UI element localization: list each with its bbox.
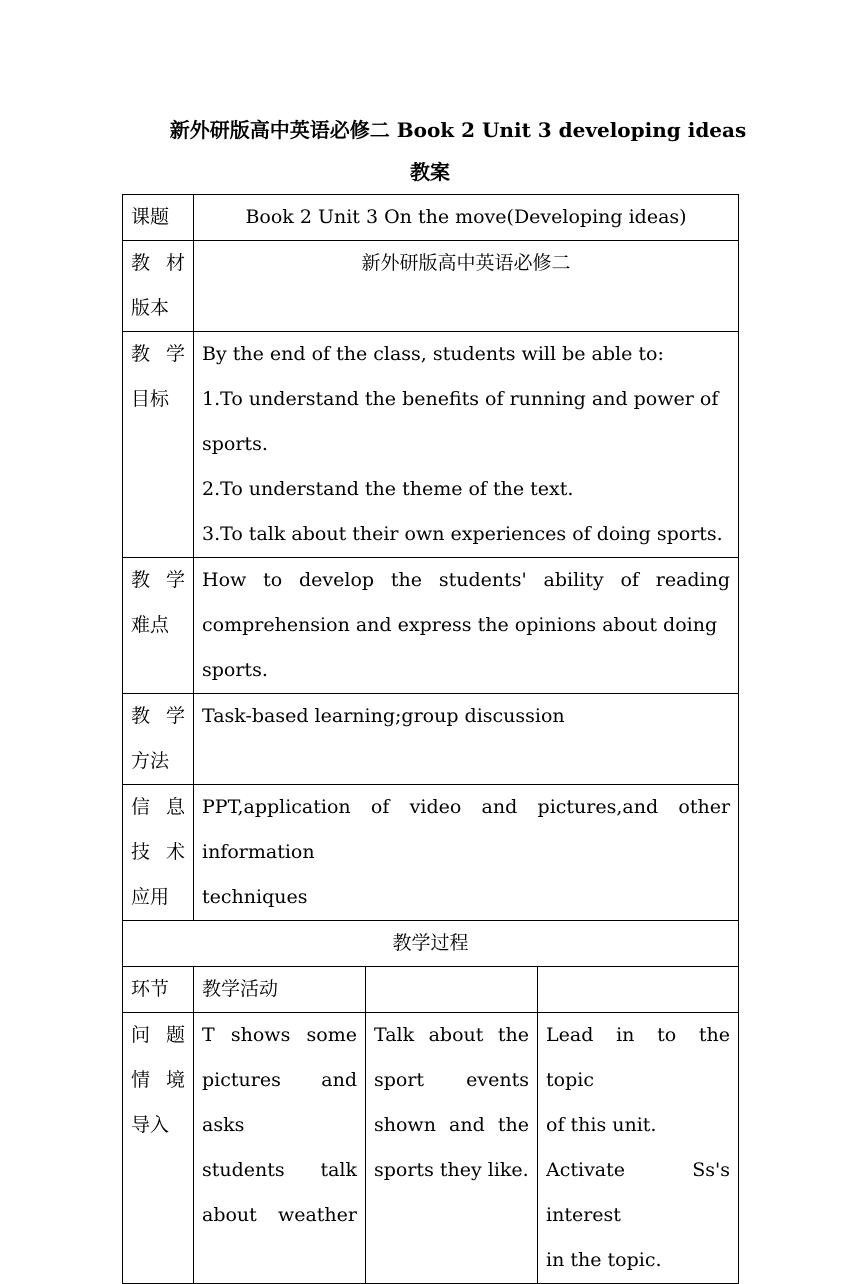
row-objectives bbox=[123, 332, 739, 558]
objective-line: 1.To understand the benefits of running and power of sports. bbox=[202, 388, 719, 455]
label-edition-1: 教 材 bbox=[131, 252, 185, 274]
intro-activity-line: pictures and asks bbox=[202, 1069, 357, 1136]
label-methods-2: 方法 bbox=[131, 750, 170, 772]
intro-student bbox=[366, 1013, 538, 1284]
row-tech bbox=[123, 785, 739, 921]
label-tech-1: 信 息 bbox=[131, 796, 185, 818]
intro-student-line: sports they like. bbox=[374, 1159, 529, 1181]
label-edition bbox=[123, 241, 194, 332]
value-edition: 新外研版高中英语必修二 bbox=[194, 241, 739, 332]
label-intro-1: 问 题 bbox=[131, 1024, 185, 1046]
label-intro bbox=[123, 1013, 194, 1284]
intro-purpose-line: of this unit. bbox=[546, 1114, 657, 1136]
objective-line: 3.To talk about their own experiences of doing sports. bbox=[202, 523, 723, 545]
tech-line-1: PPT,application of video and pictures,and other information bbox=[202, 796, 731, 863]
document-title-line-2: 教案 bbox=[410, 160, 450, 184]
label-difficulty-2: 难点 bbox=[131, 614, 170, 636]
label-objectives bbox=[123, 332, 194, 558]
value-methods: Task-based learning;group discussion bbox=[194, 694, 739, 785]
intro-purpose-line: Activate Ss's interest bbox=[546, 1159, 731, 1226]
lesson-plan-table bbox=[122, 194, 739, 1284]
intro-purpose-line: in the topic. bbox=[546, 1249, 662, 1271]
col-stage: 环节 bbox=[123, 967, 194, 1013]
difficulty-line-1: How to develop the students' ability of reading bbox=[202, 569, 731, 591]
row-methods bbox=[123, 694, 739, 785]
intro-student-line: Talk about the bbox=[374, 1024, 529, 1046]
label-intro-3: 导入 bbox=[131, 1114, 170, 1136]
row-process-columns bbox=[123, 967, 739, 1013]
label-tech bbox=[123, 785, 194, 921]
tech-line-2: techniques bbox=[202, 886, 308, 908]
process-header: 教学过程 bbox=[123, 921, 739, 967]
value-difficulty bbox=[194, 558, 739, 694]
intro-purpose-line: Lead in to the topic bbox=[546, 1024, 731, 1091]
intro-activity-line: about weather bbox=[202, 1204, 357, 1226]
label-topic: 课题 bbox=[123, 195, 194, 241]
document-title-line-1: 新外研版高中英语必修二 Book 2 Unit 3 developing ideas bbox=[169, 118, 747, 142]
col-activity: 教学活动 bbox=[194, 967, 366, 1013]
label-methods bbox=[123, 694, 194, 785]
col-3 bbox=[366, 967, 538, 1013]
intro-activity-line: T shows some bbox=[202, 1024, 357, 1046]
objective-line: 2.To understand the theme of the text. bbox=[202, 478, 574, 500]
label-difficulty bbox=[123, 558, 194, 694]
row-difficulty bbox=[123, 558, 739, 694]
label-intro-2: 情 境 bbox=[131, 1069, 185, 1091]
row-edition bbox=[123, 241, 739, 332]
label-objectives-2: 目标 bbox=[131, 388, 170, 410]
label-methods-1: 教 学 bbox=[131, 705, 185, 727]
intro-activity bbox=[194, 1013, 366, 1284]
label-difficulty-1: 教 学 bbox=[131, 569, 185, 591]
intro-student-line: shown and the bbox=[374, 1114, 529, 1136]
value-objectives bbox=[194, 332, 739, 558]
row-topic bbox=[123, 195, 739, 241]
value-topic: Book 2 Unit 3 On the move(Developing ideas) bbox=[194, 195, 739, 241]
col-4 bbox=[538, 967, 739, 1013]
label-tech-3: 应用 bbox=[131, 886, 170, 908]
intro-activity-line: students talk bbox=[202, 1159, 357, 1181]
row-intro bbox=[123, 1013, 739, 1284]
intro-purpose bbox=[538, 1013, 739, 1284]
intro-student-line: sport events bbox=[374, 1069, 529, 1091]
label-tech-2: 技 术 bbox=[131, 841, 185, 863]
row-process-header bbox=[123, 921, 739, 967]
label-objectives-1: 教 学 bbox=[131, 343, 185, 365]
label-edition-2: 版本 bbox=[131, 297, 170, 319]
difficulty-line-2: comprehension and express the opinions about doing sports. bbox=[202, 614, 718, 681]
value-tech bbox=[194, 785, 739, 921]
objective-line: By the end of the class, students will be able to: bbox=[202, 343, 664, 365]
